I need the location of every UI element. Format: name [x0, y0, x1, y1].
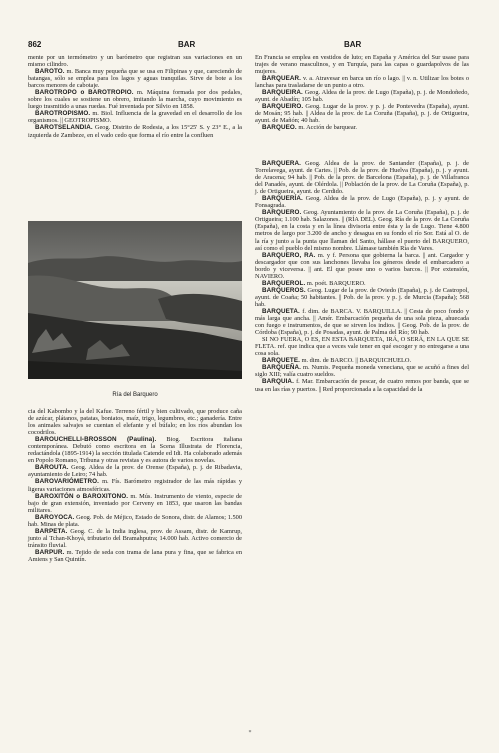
- figure-caption: Ría del Barquero: [112, 392, 158, 398]
- entry-headword: BARQUERA.: [262, 160, 302, 167]
- entry-headword: BARQUERO.: [262, 209, 302, 217]
- photo-ria-del-barquero: [28, 221, 242, 379]
- entry-headword: BARQUEAR.: [262, 75, 302, 83]
- dictionary-entry: [255, 252, 469, 280]
- entry-text: cia del Kabombo y la del Kafue. Terreno fértil y bien cultivado, que produce caña de azúcar, plátanos, patatas, boniatos, maíz, trigo, legumbres, etc.; ganadería. Entre los animales salvajes se cuentan el elefante y el búfalo; en los ríos abundan los cocodrilos.: [28, 408, 242, 437]
- entry-headword: BARQUETA.: [262, 307, 300, 315]
- entry-headword: BARQUEÑA.: [262, 364, 302, 372]
- dictionary-entry: [255, 75, 469, 89]
- entry-headword: BARQUEIRA.: [262, 89, 303, 97]
- entry-headword: BARQUEIRO.: [262, 103, 304, 111]
- entry-text: Geog. Lugar de la prov. y p. j. de Pontevedra (España), ayunt. de Mosán; 95 hab. || Aldea de la prov. de La Coruña (España), p. j. de Ortigueira, ayunt. de Mañón; 40 hab.: [255, 103, 469, 125]
- entry-text: m. Mús. Instrumento de viento, especie de bajo de gran extensión, inventado por Cerveny en 1853, que usaron las bandas militares.: [28, 492, 243, 514]
- entry-text: mente por un termómetro y un barómetro que registran sus variaciones en un mismo cilindro.: [28, 54, 242, 69]
- keyword-left: BAR: [178, 40, 196, 49]
- page-number: 862: [28, 40, 42, 49]
- keyword-right: BAR: [344, 40, 362, 49]
- entry-headword: BAROTROPO o BAROTROPIO.: [35, 89, 134, 97]
- left-column-bottom: [28, 408, 242, 563]
- dictionary-entry: [255, 160, 469, 195]
- entry-headword: BARQUEROL.: [262, 279, 306, 287]
- dictionary-entry: [28, 493, 242, 514]
- dictionary-entry: [28, 464, 242, 478]
- entry-text: m. Fís. Barómetro registrador de las más rápidas y ligeras variaciones atmosféricas.: [28, 478, 242, 493]
- entry-headword: BAROTSELANDIA.: [35, 124, 93, 132]
- entry-headword: BARQUETE.: [262, 357, 300, 365]
- running-head: [28, 40, 471, 52]
- entry-headword: BARQUEROS.: [262, 286, 306, 294]
- dictionary-entry: [28, 124, 242, 138]
- dictionary-entry: [255, 103, 469, 124]
- dictionary-entry: [255, 209, 469, 251]
- entry-headword: BARPUR.: [35, 548, 65, 556]
- dictionary-entry: [28, 408, 242, 436]
- entry-text: f. dim. de BARCA. V. BARQUILLA. || Cesta de poco fondo y más larga que ancha. || Amér. Embarcación pequeña de una sola pieza, ahuecada con fuego e instrumentos, de que se sirven los indios. || Geog. Pob. de la prov. de Córdoba (España), p. j. de Posadas, ayunt. de Palma del Río; 90 hab.: [255, 307, 469, 337]
- dictionary-entry: [255, 280, 469, 287]
- entry-text: Geog. Aldea de la prov. de Lugo (España), p. j. y ayunt. de Fonsagrada.: [255, 195, 469, 210]
- footer-mark: *: [248, 730, 252, 736]
- entry-headword: BAROYOCA.: [35, 513, 75, 521]
- entry-text: Geog. Aldea de la prov. de Santander (España), p. j. de Torrelavega, ayunt. de Cartes. || Pob. de la prov. de Huelva (España), p. j. y ayunt. de Aracena; 94 hab. || Pob. de la prov. de Barcelona (España), p. j. de Villafranca del Panadés, ayunt. de Olérdola. || Población de la prov. de La Coruña (España), p. j. de Ortigueira, ayunt. de Cerdido.: [255, 160, 469, 196]
- right-column-top: [255, 54, 469, 132]
- entry-text: m. Biol. Influencia de la gravedad en el desarrollo de los organismos. || GEOTROPISMO.: [28, 110, 242, 125]
- dictionary-entry: [28, 68, 242, 89]
- entry-text: Biog. Escritora italiana contemporánea. Debutó como escritora en la Scena Illustrata de Florencia, redactándola (1895-1914) la sección titulada Catende ed Idi. Ha colaborado además en Popolo Romano, Tribuna y otras revistas y es autora de varios novelas.: [28, 436, 242, 465]
- dictionary-entry: [255, 124, 469, 131]
- entry-text: m. Acción de barquear.: [296, 124, 357, 132]
- dictionary-entry: [28, 89, 242, 110]
- entry-text: m. dim. de BARCO. || BARQUICHUELO.: [299, 357, 412, 365]
- landscape-photo: [28, 221, 242, 379]
- entry-headword: BARQUERÍA.: [262, 195, 303, 203]
- entry-headword: BARQUIA.: [262, 378, 294, 386]
- entry-text: SI NO FUERA, O ES, EN ESTA BARQUETA, IRÁ, O SERÁ, EN LA QUE SE FLETA. ref. que indica que a veces vale tener en qué escoger y no entregarse a una cosa sola.: [255, 336, 469, 358]
- entry-headword: BAROUTA.: [35, 464, 69, 472]
- entry-text: m. Tejido de seda con trama de lana pura y fina, que se fabrica en Amiens y San Quintín.: [28, 548, 242, 563]
- dictionary-entry: [28, 528, 242, 549]
- entry-text: f. Mar. Embarcación de pescar, de cuatro remos por banda, que se usa en las rías y puertos. || Red proporcionada a la capacidad de la: [255, 378, 469, 393]
- entry-text: Geog. Ayuntamiento de la prov. de La Coruña (España), p. j. de Ortigueira; 1.100 hab. Salazones. || (RÍA DEL). Geog. Ría de la prov. de La Coruña (España), en la costa y en la línea divisoria entre ésta y la de Lugo. Tiene 4.800 metros de largo por 3.200 de ancho y desagua en su fondo el río Sor. Está al O. de la ría y junto a la punta que llaman del Santo, hállase el puerto del BARQUERO, así como el pueblo del mismo nombre. Llámase también Ría de Vares.: [255, 209, 469, 252]
- dictionary-entry: [255, 89, 469, 103]
- dictionary-entry: [255, 378, 469, 392]
- entry-text: En Francia se emplea en vestidos de luto; en España y América del Sur usase para trajes de verano masculinos, y en Turquía, para las capas o guardapolvos de las mujeres.: [255, 54, 469, 76]
- dictionary-entry: [28, 514, 242, 528]
- dictionary-entry: [28, 478, 242, 492]
- entry-text: m. Máquina formada por dos pedales, sobre los cuales se sostiene un obrero, imitando la marcha, cuyo movimiento es luego trasmitido a unas ruedas. Fué inventada por Silvio en 1858.: [28, 89, 242, 111]
- entry-headword: BAROXITÓN o BAROXITONO.: [35, 492, 129, 500]
- left-column-top: [28, 54, 242, 139]
- entry-text: m. y f. Persona que gobierna la barca. || ant. Cargador y descargador que con sus lanchones llevaba los géneros desde el embarcadero a bordo y viceversa. || ant. El que posee uno o varios barcos. || Por extensión, NAVIERO.: [255, 251, 469, 280]
- entry-headword: BARQUEO.: [262, 124, 297, 132]
- entry-text: m. Numis. Pequeña moneda veneciana, que se acuñó a fines del siglo XIII; valía cuatro sueldos.: [255, 364, 469, 379]
- dictionary-entry: [255, 336, 469, 357]
- entry-headword: BAROUCHELLI-BROSSON (Paulina).: [35, 436, 157, 444]
- dictionary-entry: [28, 549, 242, 563]
- entry-text: m. Banca muy pequeña que se usa en Filipinas y que, careciendo de batangas, sólo se emplea para los lagos y aguas tranquilas. Sirve de bote a los barcos menores de cabotaje.: [28, 68, 242, 90]
- entry-text: Geog. Aldea de la prov. de Orense (España), p. j. de Ribadavia, ayuntamiento de Leiro; 74 hab.: [28, 464, 242, 479]
- dictionary-entry: [28, 110, 242, 124]
- entry-text: Geog. Aldea de la prov. de Lugo (España), p. j. de Mondoñedo, ayunt. de Abadín; 105 hab.: [255, 89, 469, 104]
- entry-text: Geog. Pob. de Méjico, Estado de Sonora, distr. de Alamos; 1.500 hab. Minas de plata.: [28, 513, 242, 528]
- entry-headword: BARPETA.: [35, 527, 68, 535]
- entry-headword: BAROVARIÓMETRO.: [35, 478, 100, 486]
- dictionary-entry: [255, 308, 469, 336]
- entry-text: Geog. C. de la India inglesa, prov. de Assam, distr. de Kamrup, junto al Tchan-Khoyá, tributario del Bramahputra; 14.000 hab. Activo comercio de tránsito fluvial.: [28, 527, 242, 549]
- dictionary-entry: [28, 54, 242, 68]
- dictionary-entry: [28, 436, 242, 464]
- entry-headword: BAROTROPISMO.: [35, 110, 91, 118]
- entry-text: Geog. Distrito de Rodesia, a los 15°25' S. y 23° E., a la izquierda de Zambeze, en el vado cedo que forma el río entre la confluen: [28, 124, 242, 139]
- entry-text: v. a. Atravesar en barca un río o lago. || v. n. Utilizar los botes o lanchas para trasladarse de un punto a otro.: [255, 75, 469, 90]
- dictionary-entry: [255, 364, 469, 378]
- dictionary-entry: [255, 54, 469, 75]
- dictionary-entry: [255, 195, 469, 209]
- entry-headword: BARQUERO, RA.: [262, 251, 316, 259]
- entry-text: Geog. Lugar de la prov. de Oviedo (España), p. j. de Castropol, ayunt. de Coaña; 50 habitantes. || Pob. de la prov. y p. j. de Murcia (España); 568 hab.: [255, 286, 469, 308]
- right-column-body: [255, 160, 469, 393]
- entry-text: m. poét. BARQUERO.: [305, 279, 366, 287]
- entry-headword: BAROTO.: [35, 68, 65, 76]
- dictionary-entry: [255, 287, 469, 308]
